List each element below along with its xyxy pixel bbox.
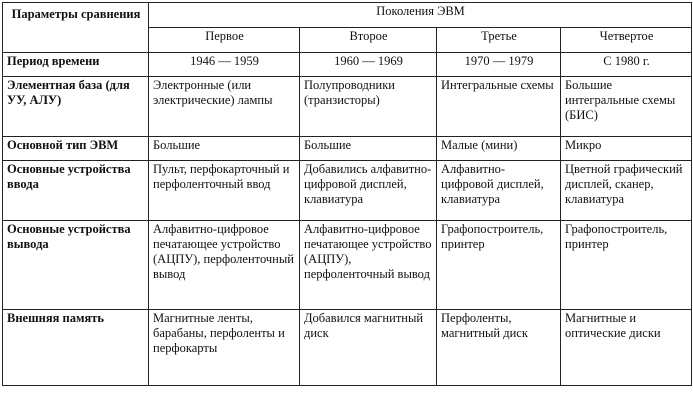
table-cell: Полупроводники (транзисторы) [300, 77, 437, 137]
table-cell: Большие интегральные схемы (БИС) [561, 77, 692, 137]
table-cell: Магнитные и оптические диски [561, 310, 692, 386]
generation-header-3: Третье [437, 28, 561, 53]
table-cell: 1970 — 1979 [437, 53, 561, 77]
table-row-period [3, 53, 692, 77]
table-cell: Микро [561, 137, 692, 161]
row-label-input-devices: Основные устройства ввода [3, 161, 149, 221]
table-cell: Графопостроитель, принтер [561, 221, 692, 310]
table-cell: Малые (мини) [437, 137, 561, 161]
row-label-element-base: Элементная база (для УУ, АЛУ) [3, 77, 149, 137]
table-cell: Добавился магнитный диск [300, 310, 437, 386]
table-cell: Графопостроитель, принтер [437, 221, 561, 310]
generation-header-1: Первое [149, 28, 300, 53]
table-cell: Алфавитно-цифровое печатающее устройство (АЦПУ), перфоленточный вывод [300, 221, 437, 310]
table-cell: Алфавитно-цифровой дисплей, клавиатура [437, 161, 561, 221]
table-cell: 1960 — 1969 [300, 53, 437, 77]
table-cell: Цветной графический дисплей, сканер, клавиатура [561, 161, 692, 221]
header-row-group [3, 3, 692, 28]
table-cell: Электронные (или электрические) лампы [149, 77, 300, 137]
table-row-output-devices [3, 221, 692, 310]
table-cell: Большие [300, 137, 437, 161]
table-cell: Пульт, перфокарточный и перфоленточный ввод [149, 161, 300, 221]
table-cell: Добавились алфавитно-цифровой дисплей, клавиатура [300, 161, 437, 221]
row-label-computer-type: Основной тип ЭВМ [3, 137, 149, 161]
row-label-period: Период времени [3, 53, 149, 77]
generation-header-2: Второе [300, 28, 437, 53]
generation-header-4: Четвертое [561, 28, 692, 53]
generations-group-header: Поколения ЭВМ [149, 3, 692, 28]
table-cell: Магнитные ленты, барабаны, перфоленты и перфокарты [149, 310, 300, 386]
table-cell: Перфоленты, магнитный диск [437, 310, 561, 386]
table-cell: Интегральные схемы [437, 77, 561, 137]
computer-generations-table [2, 2, 692, 386]
table-cell: С 1980 г. [561, 53, 692, 77]
table-row-element-base [3, 77, 692, 137]
table-row-external-memory [3, 310, 692, 386]
corner-header: Параметры сравнения [3, 3, 149, 53]
table-row-input-devices [3, 161, 692, 221]
row-label-external-memory: Внешняя память [3, 310, 149, 386]
table-row-computer-type [3, 137, 692, 161]
table-cell: Алфавитно-цифровое печатающее устройство (АЦПУ), перфоленточный вывод [149, 221, 300, 310]
table-cell: Большие [149, 137, 300, 161]
table-cell: 1946 — 1959 [149, 53, 300, 77]
row-label-output-devices: Основные устройства вывода [3, 221, 149, 310]
